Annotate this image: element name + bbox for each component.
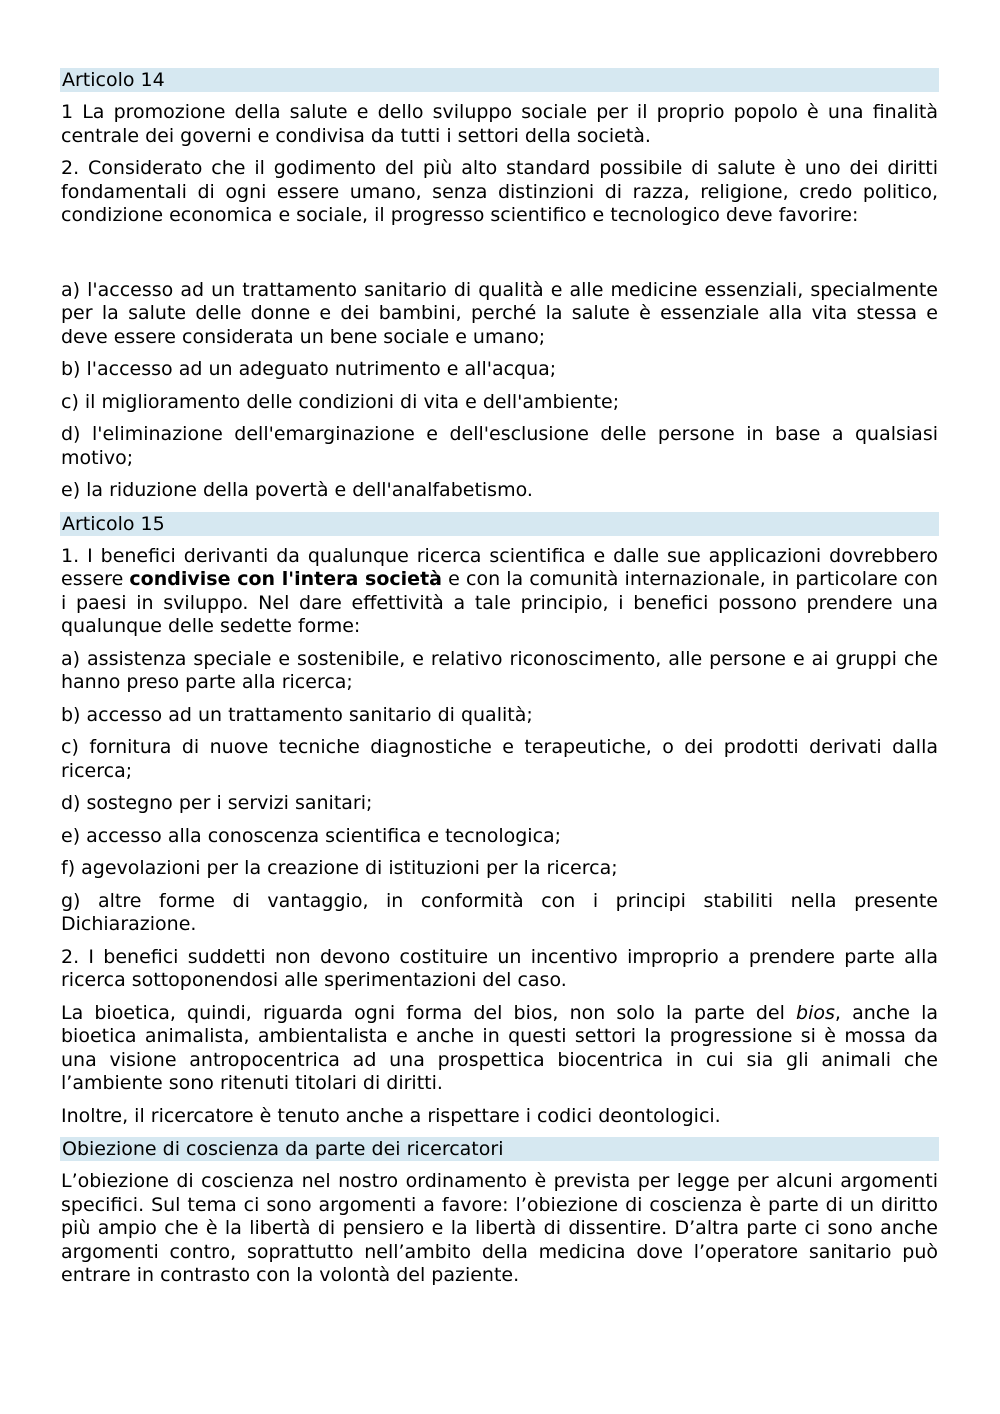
paragraph: 1 La promozione della salute e dello sviluppo sociale per il proprio popolo è una finalità centrale dei governi e condivisa da tutti i settori della società. (61, 101, 938, 147)
list-item: d) l'eliminazione dell'emarginazione e dell'esclusione delle persone in base a qualsiasi motivo; (61, 423, 938, 469)
list-item: e) accesso alla conoscenza scientifica e tecnologica; (61, 824, 562, 847)
bold-text: condivise con l'intera società (129, 568, 442, 590)
list-item: g) altre forme di vantaggio, in conformità con i principi stabiliti nella presente Dichiarazione. (61, 889, 938, 935)
text-run: , anche la bioetica animalista, ambientalista e anche in questi settori la progressione si è mossa da una visione antropocentrica ad una prospettica biocentrica in cui sia gli animali che l’ambiente sono ritenuti titolari di diritti. (61, 1001, 938, 1094)
section-heading-articolo-14: Articolo 14 (60, 68, 939, 92)
paragraph (60, 545, 939, 639)
document-page (60, 68, 939, 1297)
italic-text: bios (796, 1001, 835, 1024)
paragraph: 2. Considerato che il godimento del più alto standard possibile di salute è uno dei diritti fondamentali di ogni essere umano, senza distinzioni di razza, religione, credo politico, condizione economica e sociale, il progresso scientifico e tecnologico deve favorire: (61, 157, 938, 226)
spacer (60, 237, 939, 279)
paragraph: Inoltre, il ricercatore è tenuto anche a rispettare i codici deontologici. (61, 1104, 721, 1127)
paragraph (60, 1002, 939, 1096)
text-run: La bioetica, quindi, riguarda ogni forma del bios, non solo la parte del (61, 1001, 797, 1024)
list-item: a) assistenza speciale e sostenibile, e relativo riconoscimento, alle persone e ai gruppi che hanno preso parte alla ricerca; (61, 647, 938, 693)
paragraph: L’obiezione di coscienza nel nostro ordinamento è prevista per legge per alcuni argomenti specifici. Sul tema ci sono argomenti a favore: l’obiezione di coscienza è parte di un diritto più ampio che è la libertà di pensiero e la libertà di dissentire. D’altra parte ci sono anche argomenti contro, soprattutto nell’ambito della medicina dove l’operatore sanitario può entrare in contrasto con la volontà del paziente. (61, 1170, 938, 1286)
list-item: b) l'accesso ad un adeguato nutrimento e all'acqua; (61, 358, 557, 380)
list-item: c) fornitura di nuove tecniche diagnostiche e terapeutiche, o dei prodotti derivati dalla ricerca; (61, 736, 938, 782)
list-item: c) il miglioramento delle condizioni di vita e dell'ambiente; (61, 390, 620, 413)
list-item: f) agevolazioni per la creazione di istituzioni per la ricerca; (61, 857, 618, 879)
paragraph: 2. I benefici suddetti non devono costituire un incentivo improprio a prendere parte alla ricerca sottoponendosi alle sperimentazioni del caso. (61, 945, 938, 991)
list-item: d) sostegno per i servizi sanitari; (61, 792, 373, 814)
text-run: 1. I benefici derivanti da qualunque ricerca scientifica e dalle sue applicazioni dovrebbero essere (61, 544, 938, 590)
section-heading-articolo-15: Articolo 15 (60, 512, 939, 536)
list-item: e) la riduzione della povertà e dell'analfabetismo. (61, 479, 533, 501)
section-heading-obiezione: Obiezione di coscienza da parte dei ricercatori (60, 1137, 939, 1161)
list-item: a) l'accesso ad un trattamento sanitario di qualità e alle medicine essenziali, specialmente per la salute delle donne e dei bambini, perché la salute è essenziale alla vita stessa e deve essere considerata un bene sociale e umano; (61, 278, 938, 348)
list-item: b) accesso ad un trattamento sanitario di qualità; (61, 703, 533, 726)
text-run: e con la comunità internazionale, in particolare con i paesi in sviluppo. Nel dare effettività a tale principio, i benefici possono prendere una qualunque delle sedette forme: (61, 568, 938, 637)
